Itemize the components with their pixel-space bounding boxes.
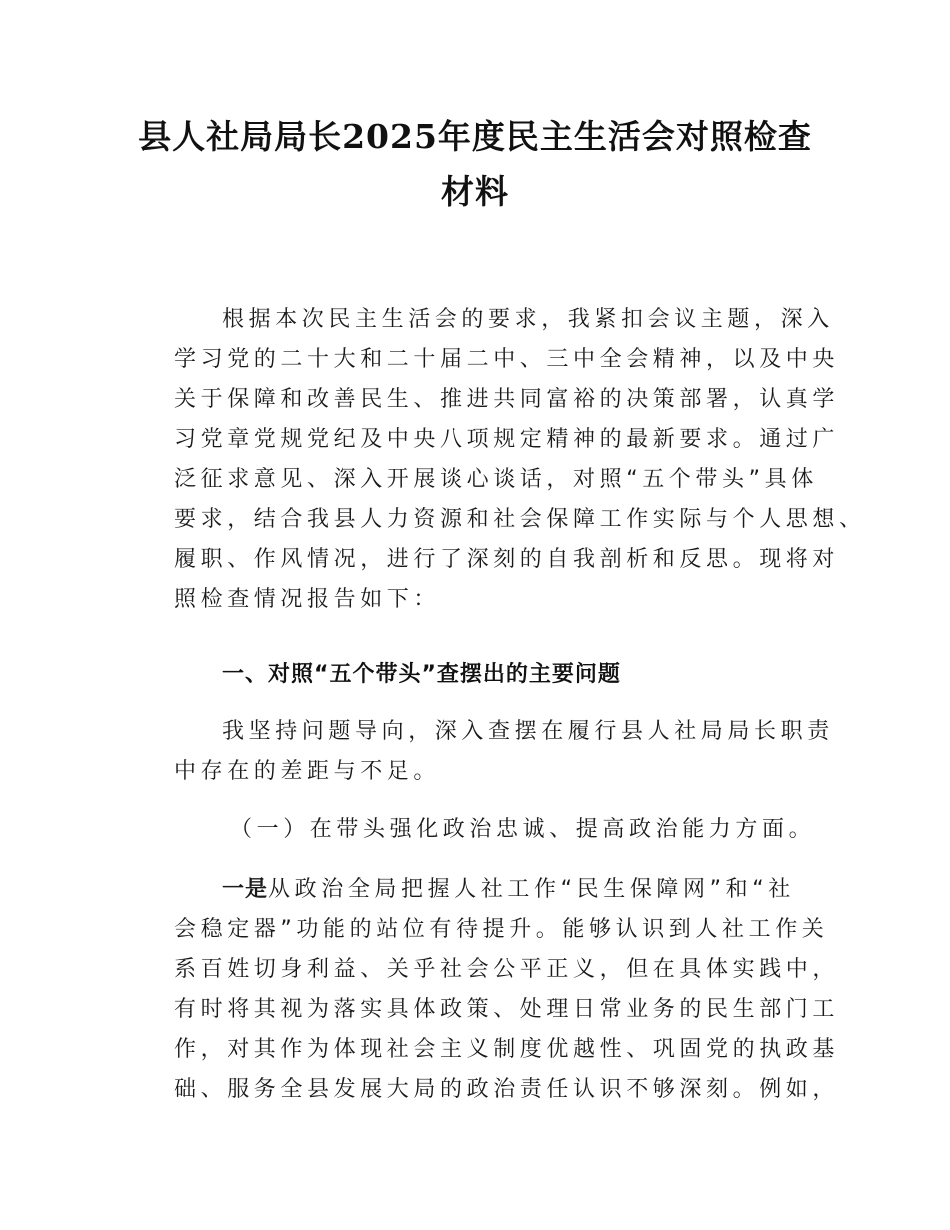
point-text: 从政治全局把握人社工作“民生保障网”和“社 xyxy=(268,877,795,902)
paragraph-line xyxy=(222,875,862,905)
paragraph-line: 作，对其作为体现社会主义制度优越性、巩固党的执政基 xyxy=(174,1037,840,1062)
paragraph-line: 要求，结合我县人力资源和社会保障工作实际与个人思想、 xyxy=(174,507,866,532)
paragraph-line: 础、服务全县发展大局的政治责任认识不够深刻。例如， xyxy=(174,1077,840,1102)
paragraph-line: 关于保障和改善民生、推进共同富裕的决策部署，认真学 xyxy=(174,387,840,412)
point-lead: 一是 xyxy=(222,877,269,902)
paragraph-line: 习党章党规党纪及中央八项规定精神的最新要求。通过广 xyxy=(174,427,840,452)
paragraph-line: 有时将其视为落实具体政策、处理日常业务的民生部门工 xyxy=(174,997,840,1022)
paragraph-line: 履职、作风情况，进行了深刻的自我剖析和反思。现将对 xyxy=(174,547,840,572)
paragraph-line: 会稳定器”功能的站位有待提升。能够认识到人社工作关 xyxy=(174,917,829,942)
paragraph-line: 照检查情况报告如下： xyxy=(174,587,441,612)
paragraph-line: 泛征求意见、深入开展谈心谈话，对照“五个带头”具体 xyxy=(174,467,818,492)
paragraph-line: 我坚持问题导向，深入查摆在履行县人社局局长职责 xyxy=(222,719,834,744)
paragraph-line: 学习党的二十大和二十届二中、三中全会精神，以及中央 xyxy=(174,347,840,372)
document-title-line-1: 县人社局局长2025年度民主生活会对照检查 xyxy=(138,117,812,156)
subsection-heading-1: （一）在带头强化政治忠诚、提高政治能力方面。 xyxy=(230,817,816,842)
document-title-line-2: 材料 xyxy=(441,172,509,211)
section-heading-1: 一、对照“五个带头”查摆出的主要问题 xyxy=(222,662,621,687)
paragraph-line: 中存在的差距与不足。 xyxy=(174,759,441,784)
paragraph-line: 根据本次民主生活会的要求，我紧扣会议主题，深入 xyxy=(222,307,834,332)
paragraph-line: 系百姓切身利益、关乎社会公平正义，但在具体实践中， xyxy=(174,957,840,982)
